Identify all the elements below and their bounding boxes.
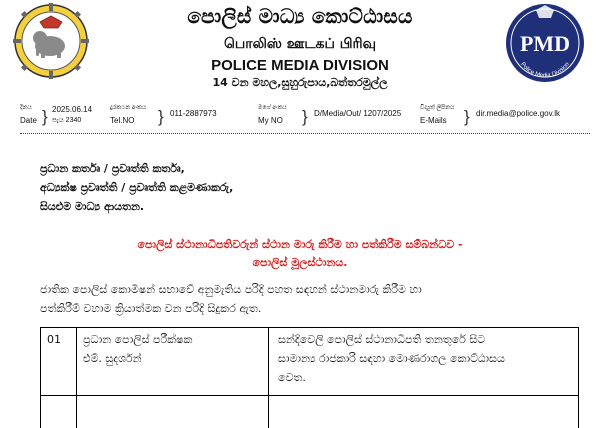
table-officer-cell xyxy=(83,330,263,368)
subject-line: පොලිස් මූලස්ථානය. xyxy=(252,256,348,269)
addressee-line: අධ්‍යක්ෂ ප්‍රවෘත්ති / ප්‍රවෘත්ති කළමණාකරු, xyxy=(40,181,234,194)
police-crest-icon xyxy=(12,2,90,80)
table-row-divider xyxy=(41,395,578,396)
ref-tel xyxy=(110,106,250,128)
date-label-sinhala: දිනය xyxy=(20,105,32,111)
body-paragraph xyxy=(40,280,575,318)
myno-label: My NO xyxy=(258,116,283,125)
title-sinhala: පොලිස් මාධ්‍ය කොට්ඨාසය xyxy=(187,4,413,28)
office-address: 14 වන මහල,සුහුරුපාය,බත්තරමුල්ල xyxy=(212,76,388,89)
pmd-logo xyxy=(504,2,586,84)
bracket-open: } xyxy=(464,107,470,126)
ref-email xyxy=(420,106,590,128)
pmd-logo-text: PMD xyxy=(519,31,571,56)
pmd-logo-ring-text: Police Media Division xyxy=(519,61,571,80)
transfer-line: වෙත. xyxy=(278,371,306,384)
email-value: dir.media@police.gov.lk xyxy=(476,109,561,118)
bracket-open: } xyxy=(42,107,48,126)
transfer-line: සන්දිවෙලි පොලිස් ස්ථානාධිපති තනතුරේ සිට xyxy=(278,333,486,346)
tel-label-sinhala: දුරකථන අංකය xyxy=(110,105,147,111)
email-label: E-Mails xyxy=(420,116,447,125)
myno-value: D/Media/Out/ 1207/2025 xyxy=(314,109,402,118)
transfer-table xyxy=(40,327,579,428)
reference-bar xyxy=(20,106,590,128)
bracket-open: } xyxy=(158,107,164,126)
subject-line: පොලිස් ස්ථානාධිපතිවරුන් ස්ථාන මාරු කිරීම හා පත්කිරීම සම්බන්ධව - xyxy=(137,238,463,251)
myno-label-sinhala: මගේ අංකය xyxy=(258,105,287,111)
email-label-sinhala: විද්‍යුත් ලිපිනය xyxy=(420,105,455,111)
header-divider xyxy=(20,133,590,134)
addressee-line: ප්‍රධාන කර්තෘ / ප්‍රවෘත්ති කර්තෘ, xyxy=(40,162,185,175)
body-line: ජාතික පොලිස් කොමිෂන් සභාවේ අනුමැතිය පරිදි පහත සඳහන් ස්ථානමාරු කිරීම හා xyxy=(40,283,422,296)
tel-label: Tel.NO xyxy=(110,116,135,125)
table-transfer-cell xyxy=(278,330,570,387)
addressee-block xyxy=(40,159,233,216)
date-time: පැය 2340 xyxy=(52,117,82,124)
officer-rank: ප්‍රධාන පොලිස් පරීක්ෂක xyxy=(83,333,193,346)
title-english: POLICE MEDIA DIVISION xyxy=(211,57,389,74)
date-value: 2025.06.14 xyxy=(52,105,93,114)
pmd-logo-emblem-icon xyxy=(504,2,586,84)
officer-name: එම්. සුදර්ශන් xyxy=(83,352,142,365)
table-row-number: 01 xyxy=(47,333,61,346)
tel-value: 011-2887973 xyxy=(170,109,217,118)
transfer-line: සාමාන්‍ය රාජකාරි සඳහා මොණරාගල කොට්ඨාසය xyxy=(278,352,505,365)
date-label: Date xyxy=(20,116,37,125)
body-line: පත්කිරීම් වහාම ක්‍රියාත්මක වන පරිදි සිදුකර ඇත. xyxy=(40,302,262,315)
addressee-line: සියළුම මාධ්‍ය ආයතන. xyxy=(40,200,145,213)
title-tamil: பொலிஸ் ஊடகப் பிரிவு xyxy=(223,36,377,52)
bracket-open: } xyxy=(302,107,308,126)
subject-heading xyxy=(40,236,560,272)
ref-myno xyxy=(258,106,438,128)
